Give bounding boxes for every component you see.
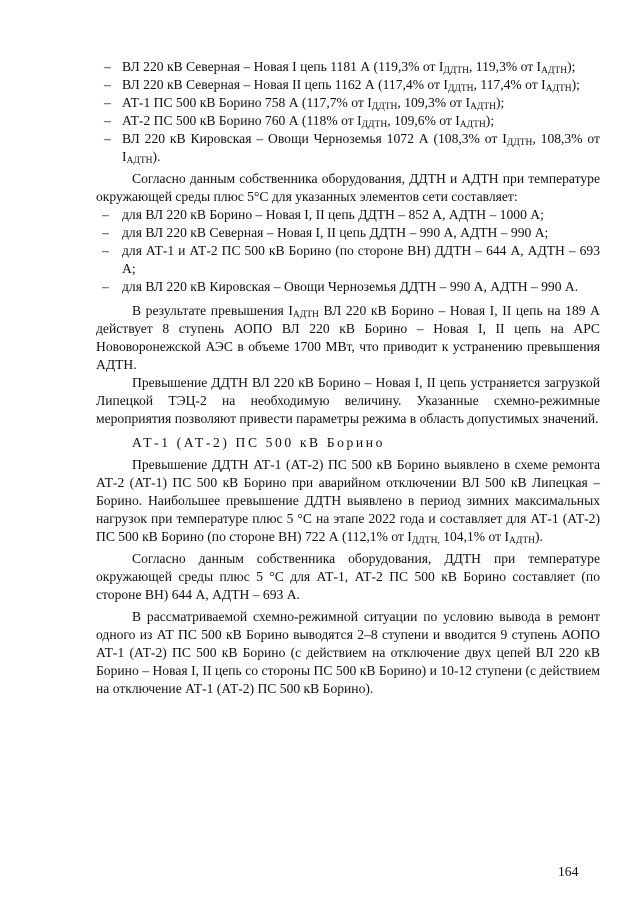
list-item: – ВЛ 220 кВ Северная – Новая II цепь 1162 А (117,4% от $I_{ДДТН}$, 117,4% от $I_{АДТН}$); [104,77,580,94]
list-item: – для ВЛ 220 кВ Кировская – Овощи Черноземья ДДТН – 990 А, АДТН – 990 А. [102,279,579,294]
page-number: 164 [558,864,579,879]
list-item: – ВЛ 220 кВ Северная – Новая I цепь 1181 А (119,3% от $I_{ДДТН}$, 119,3% от $I_{АДТН}$); [104,59,576,76]
list-item: – для ВЛ 220 кВ Борино – Новая I, II цепь ДДТН – 852 А, АДТН – 1000 А; [102,207,544,222]
paragraph-tec-loading: Превышение ДДТН ВЛ 220 кВ Борино – Новая I, II цепь устраняется загрузкой Липецкой ТЭЦ-2 на необходимую величину. Указанные схемно-режимные мероприятия позволяют привести параметры режима в область допустимых значений. [96,375,600,426]
list-dash: – [102,207,109,222]
list-item: – для ВЛ 220 кВ Северная – Новая I, II цепь ДДТН – 990 А, АДТН – 990 А; [102,225,549,240]
paragraph-repair-scheme: В рассматриваемой схемно-режимной ситуации по условию вывода в ремонт одного из АТ ПС 500 кВ Борино выводятся 2–8 ступени и вводится 9 ступень АОПО АТ-1 (АТ-2) ПС 500 кВ Борино (с действием на отключение двух цепей ВЛ 220 кВ Борино – Новая I, II цепь со стороны ПС 500 кВ Борино) и 10-12 ступени (с действием на отключение АТ-1 (АТ-2) ПС 500 кВ Борино). [96,609,600,696]
list-item: – АТ-2 ПС 500 кВ Борино 760 А (118% от $I_{ДДТН}$, 109,6% от $I_{АДТН}$); [104,113,495,130]
list-item: – ВЛ 220 кВ Кировская – Овощи Черноземья 1072 А (108,3% от $I_{ДДТН}$, 108,3% от $I_{АДТН}$). [104,131,600,166]
paragraph-aopo-action: В результате превышения $I_{АДТН}$ ВЛ 220 кВ Борино – Новая I, II цепь на 189 А действует 8 ступень АОПО ВЛ 220 кВ Борино – Новая I, II цепь на АРС Нововоронежской АЭС в объеме 1700 МВт, что приводит к устранению превышения АДТН. [96,303,600,372]
overload-list [96,58,600,166]
list-item: – для АТ-1 и АТ-2 ПС 500 кВ Борино (по стороне ВН) ДДТН – 644 А, АДТН – 693 А; [102,243,600,276]
limits-list [96,206,600,296]
paragraph-at-limits: Согласно данным собственника оборудования, ДДТН при температуре окружающей среды плюс 5 °С для АТ-1, АТ-2 ПС 500 кВ Борино составляет (по стороне ВН) 644 А, АДТН – 693 А. [96,551,600,602]
list-dash: – [104,95,111,110]
list-dash: – [102,279,109,294]
list-dash: – [102,243,109,258]
list-dash: – [104,113,111,128]
list-dash: – [104,59,111,74]
list-dash: – [104,131,111,146]
list-dash: – [104,77,111,92]
section-heading: АТ-1 (АТ-2) ПС 500 кВ Борино [132,435,386,450]
list-item: – АТ-1 ПС 500 кВ Борино 758 А (117,7% от $I_{ДДТН}$, 109,3% от $I_{АДТН}$); [104,95,505,112]
paragraph-at-overload: Превышение ДДТН АТ-1 (АТ-2) ПС 500 кВ Борино выявлено в схеме ремонта АТ-2 (АТ-1) ПС 500 кВ Борино при аварийном отключении ВЛ 500 кВ Липецкая – Борино. Наибольшее превышение ДДТН выявлено в период зимних максимальных нагрузок при температуре плюс 5 °С на этапе 2022 года и составляет для АТ-1 (АТ-2) ПС 500 кВ Борино (по стороне ВН) 722 А (112,1% от $I_{ДДТН,}$ 104,1% от $I_{АДТН}$). [96,457,600,546]
paragraph-ddtn-data: Согласно данным собственника оборудования, ДДТН и АДТН при температуре окружающей среды плюс 5°С для указанных элементов сети составляет: [96,171,600,204]
list-dash: – [102,225,109,240]
